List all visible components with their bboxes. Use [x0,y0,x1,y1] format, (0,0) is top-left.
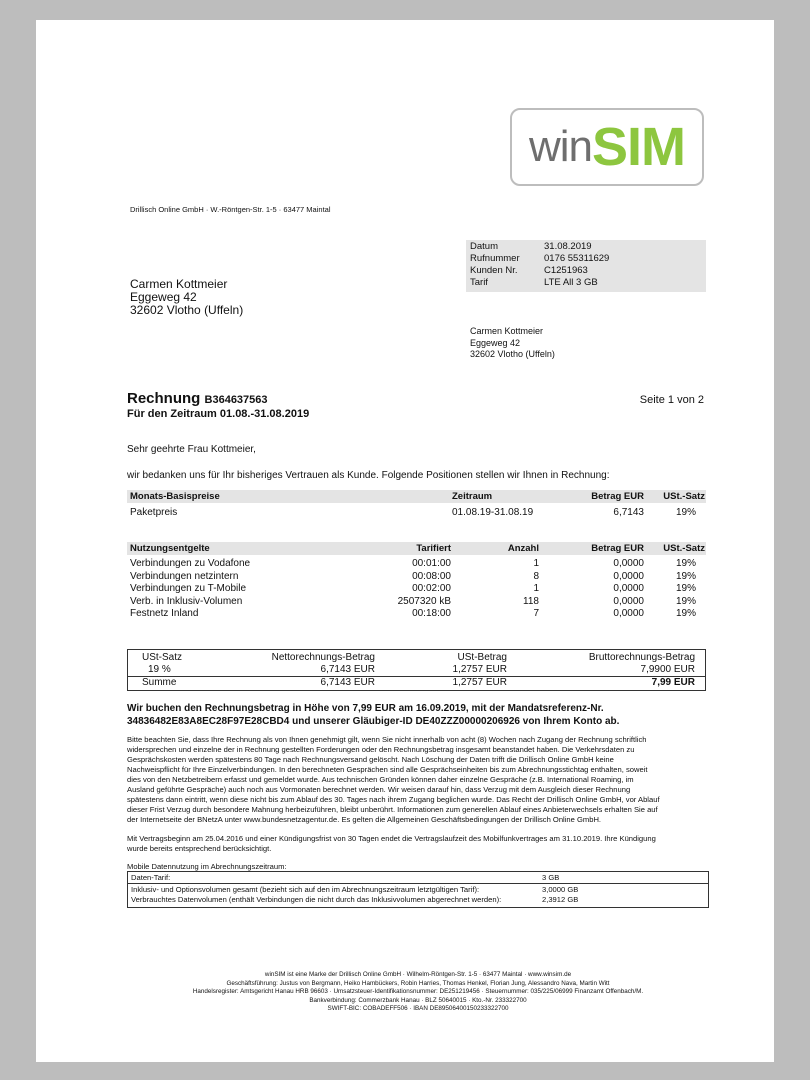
col-header: Nutzungsentgelte [130,543,210,554]
row-tariff: 00:02:00 [412,583,451,594]
legal-line: dieser Frist Verzug durch besondere Mahnung herbeizuführen, bleibt unberührt. Informationen zum generellen Ablauf eines Anbieterwechsels erhalten Sie auf [127,805,658,814]
mobile-key: Inklusiv- und Optionsvolumen gesamt (bezieht sich auf den im Abrechnungszeitraum letztgültigen Tarif): [131,885,480,894]
info-value: C1251963 [544,265,588,276]
vat-summary-box [127,649,706,691]
col-header: Anzahl [507,543,539,554]
mobile-divider [128,883,708,884]
row-vat: 19% [675,571,696,582]
row-label: Festnetz Inland [130,608,199,619]
row-vat: 19% [675,583,696,594]
table-row [127,596,706,608]
row-tariff: 00:08:00 [412,571,451,582]
contract-line: wurde bereits entsprechend berücksichtigt. [127,844,272,853]
table-row [127,571,706,583]
info-label: Rufnummer [470,253,520,264]
row-tariff: 00:18:00 [412,608,451,619]
legal-line: widersprechen und einzelne der in Rechnung gestellten Forderungen oder den Rechnungsbetrag insgesamt beanstandet haben. Die Verkehrsdaten zu [127,745,635,754]
row-tariff: 2507320 kB [397,596,451,607]
recipient-street: Eggeweg 42 [130,290,197,304]
legal-line: dies von den Netzbetreibern erfasst und gemeldet wurde. Aus technischen Gründen können daher einzelne Gespräche (z.B. International Roaming, im [127,775,634,784]
row-vat: 19% [675,507,696,518]
table-row [127,558,706,570]
legal-line: der Internetseite der BNetzA unter www.bundesnetzagentur.de. Es gelten die Allgemeinen Geschäftsbedingungen der Drillisch Online GmbH. [127,815,602,824]
debit-line: 34836482E83A8EC28F97E28CBD4 und unserer Gläubiger-ID DE40ZZZ00000206926 von Ihrem Konto ab. [127,716,620,727]
info-customer [470,265,588,276]
info-label: Tarif [470,277,488,288]
summary-tax: 1,2757 EUR [452,664,507,675]
row-amount: 0,0000 [613,583,644,594]
row-label: Verbindungen zu T-Mobile [130,583,247,594]
summary-divider [128,676,705,677]
legal-line: Ausland geführte Gespräche) auch noch aus Vormonaten berechnet werden. Wir weisen darauf hin, dass Verzug mit dem Ausgleich dieser Rechnung [127,785,631,794]
row-vat: 19% [675,558,696,569]
summary-header: USt-Satz [142,652,183,663]
row-amount: 0,0000 [613,608,644,619]
row-count: 7 [533,608,539,619]
row-period: 01.08.19-31.08.19 [452,507,534,518]
mobile-value: 2,3912 GB [542,895,579,904]
info-date [470,241,592,252]
recipient-name: Carmen Kottmeier [130,277,228,291]
greeting: Sehr geehrte Frau Kottmeier, [127,444,256,455]
recipient-city: 32602 Vlotho (Uffeln) [130,303,244,317]
contract-line: Mit Vertragsbeginn am 25.04.2016 und einer Kündigungsfrist von 30 Tagen endet die Vertragslaufzeit des Mobilfunkvertrages am 31.10.2019. Ihre Kündigung [127,834,656,843]
row-label: Paketpreis [130,507,178,518]
recipient-small-name: Carmen Kottmeier [470,326,544,336]
row-count: 8 [533,571,539,582]
invoice-number: B364637563 [204,394,268,406]
col-header: Betrag EUR [591,543,644,554]
logo-sim-text: SIM [592,117,686,177]
footer [127,971,709,1014]
usage-header [127,542,706,555]
mobile-value: 3,0000 GB [542,885,579,894]
row-amount: 0,0000 [613,558,644,569]
basis-header [127,490,706,503]
col-header: Monats-Basispreise [130,491,220,502]
summary-total-gross: 7,99 EUR [651,677,695,688]
row-label: Verbindungen netzintern [130,571,239,582]
legal-line: Gesprächskosten werden spätestens 80 Tage nach Rechnungsversand gelöscht. Nach Löschung der Daten trifft die Drillisch Online GmbH keine [127,755,614,764]
row-label: Verb. in Inklusiv-Volumen [130,596,243,607]
winsim-logo [510,108,704,186]
summary-rate: 19 % [148,664,171,675]
info-tariff [470,277,598,288]
table-row [127,507,706,519]
summary-total-tax: 1,2757 EUR [452,677,507,688]
col-header: Zeitraum [452,491,493,502]
row-amount: 6,7143 [613,507,644,518]
footer-line: Geschäftsführung: Justus von Bergmann, Heiko Hambückers, Robin Harries, Thomas Henkel, Florian Jung, Alessandro Nava, Martin Witt [226,979,610,987]
info-value: 31.08.2019 [544,241,592,252]
info-label: Kunden Nr. [470,265,518,276]
table-row [127,608,706,620]
row-label: Verbindungen zu Vodafone [130,558,251,569]
debit-notice [127,702,707,728]
col-header: Betrag EUR [591,491,644,502]
invoice-title-word: Rechnung [127,390,201,407]
summary-header: Bruttorechnungs-Betrag [588,652,695,663]
recipient-small-street: Eggeweg 42 [470,338,521,348]
info-value: LTE All 3 GB [544,277,598,288]
row-amount: 0,0000 [613,571,644,582]
mobile-key: Verbrauchtes Datenvolumen (enthält Verbindungen die nicht durch das Inklusivvolumen abgerechnet werden): [131,895,502,904]
page-indicator: Seite 1 von 2 [639,394,704,406]
row-tariff: 00:01:00 [412,558,451,569]
summary-header: Nettorechnungs-Betrag [271,652,375,663]
legal-line: spätestens dann eintritt, wenn diese nicht bis zum Ablauf des 30. Tages nach ihrem Zugang beglichen wurde. Das Recht der Drillisch Online GmbH, vor Ablauf [127,795,660,804]
table-row [127,583,706,595]
summary-header: USt-Betrag [457,652,507,663]
row-amount: 0,0000 [613,596,644,607]
legal-line: Bitte beachten Sie, dass Ihre Rechnung als von Ihnen genehmigt gilt, wenn Sie nicht innerhalb von acht (8) Wochen nach Zugang der Rechnung schriftlich [127,735,647,744]
legal-paragraph [127,735,709,825]
row-count: 1 [533,583,539,594]
mobile-data-label: Mobile Datennutzung im Abrechnungszeitraum: [127,862,287,871]
info-label: Datum [470,241,498,252]
col-header: Tarifiert [416,543,451,554]
col-header: USt.-Satz [663,491,705,502]
mobile-key: Daten-Tarif: [131,873,171,882]
row-vat: 19% [675,608,696,619]
debit-line: Wir buchen den Rechnungsbetrag in Höhe von 7,99 EUR am 16.09.2019, mit der Mandatsreferenz-Nr. [127,703,604,714]
row-count: 118 [523,596,539,607]
footer-line: SWIFT-BIC: COBADEFF506 · IBAN DE89506400150233322700 [327,1005,509,1012]
invoice-title [127,390,268,407]
contract-paragraph [127,834,709,854]
sender-line: Drillisch Online GmbH · W.-Röntgen-Str. 1-5 · 63477 Maintal [130,205,331,214]
legal-line: Nachweispflicht für Ihre Einzelverbindungen. In den berechneten Gesprächen sind alle Gesprächseinheiten bis zum Abrechnungsstichtag enthalten, soweit [127,765,648,774]
info-value: 0176 55311629 [544,253,610,264]
footer-line: Bankverbindung: Commerzbank Hanau · BLZ 50640015 · Kto.-Nr. 233322700 [309,996,527,1004]
mobile-value: 3 GB [542,873,560,882]
summary-net: 6,7143 EUR [320,664,375,675]
footer-line: Handelsregister: Amtsgericht Hanau HRB 96603 · Umsatzsteuer-Identifikationsnummer: DE251219456 · Steuernummer: 035/225/06999 Finanzamt Offenbach/M. [192,988,644,995]
summary-total-label: Summe [142,677,177,688]
footer-line: winSIM ist eine Marke der Drillisch Online GmbH · Wilhelm-Röntgen-Str. 1-5 · 63477 Maintal · www.winsim.de [264,971,572,978]
summary-total-net: 6,7143 EUR [320,677,375,688]
logo-win-text: win [528,122,592,171]
invoice-period: Für den Zeitraum 01.08.-31.08.2019 [127,408,310,420]
row-count: 1 [533,558,539,569]
col-header: USt.-Satz [663,543,705,554]
info-phone [470,253,609,264]
summary-gross: 7,9900 EUR [640,664,695,675]
recipient-small-city: 32602 Vlotho (Uffeln) [470,349,555,359]
row-vat: 19% [675,596,696,607]
mobile-data-table [127,871,709,908]
intro-text: wir bedanken uns für Ihr bisheriges Vertrauen als Kunde. Folgende Positionen stellen wir Ihnen in Rechnung: [127,470,610,481]
